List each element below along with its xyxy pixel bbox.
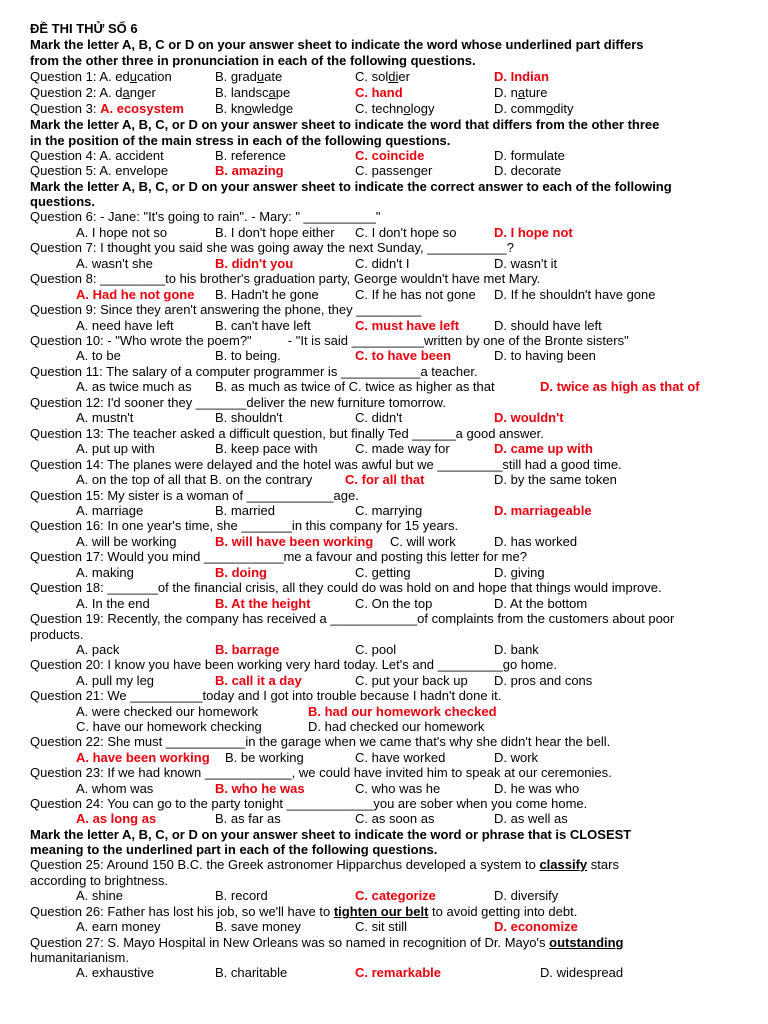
question-options: A. exhaustive B. charitable C. remarkable D. widespread <box>76 965 624 980</box>
answer-highlight: C. hand <box>355 85 403 100</box>
question-stem: Question 20: I know you have been working very hard today. Let's and _________go home. <box>30 657 557 672</box>
question-stem: Question 13: The teacher asked a difficult question, but finally Ted ______a good answer. <box>30 426 544 441</box>
instruction-text: in the position of the main stress in each of the following questions. <box>30 133 451 148</box>
question-options: A. on the top of all that B. on the contrary C. for all that D. by the same token <box>76 472 617 487</box>
answer-highlight: D. economize <box>494 919 578 934</box>
question-options: A. pack B. barrage C. pool D. bank <box>76 642 539 657</box>
answer-highlight: A. have been working <box>76 750 210 765</box>
question-stem: Question 9: Since they aren't answering the phone, they _________ <box>30 302 422 317</box>
answer-highlight: B. At the height <box>215 596 311 611</box>
question-stem: Question 24: You can go to the party tonight ____________you are sober when you come home. <box>30 796 588 811</box>
question-options: A. pull my leg B. call it a day C. put your back up D. pros and cons <box>76 673 593 688</box>
question-options: A. mustn't B. shouldn't C. didn't D. wouldn't <box>76 410 564 425</box>
question-4: Question 4: A. accident B. reference C. coincide D. formulate <box>30 148 565 163</box>
question-stem: Question 17: Would you mind ___________me a favour and posting this letter for me? <box>30 549 527 564</box>
question-5: Question 5: A. envelope B. amazing C. passenger D. decorate <box>30 163 562 178</box>
answer-highlight: C. must have left <box>355 318 460 333</box>
question-stem: Question 14: The planes were delayed and the hotel was awful but we _________still had a good time. <box>30 457 622 472</box>
answer-highlight: B. had our homework checked <box>308 704 497 719</box>
answer-highlight: C. coincide <box>355 148 425 163</box>
question-stem: according to brightness. <box>30 873 169 888</box>
instruction-text: Mark the letter A, B, C, or D on your answer sheet to indicate the word that differs from the other three <box>30 117 660 132</box>
question-options: A. as long as B. as far as C. as soon as D. as well as <box>76 811 568 826</box>
answer-highlight: B. didn't you <box>215 256 294 271</box>
exam-title: ĐỀ THI THỬ SỐ 6 <box>30 21 138 36</box>
answer-highlight: B. call it a day <box>215 673 302 688</box>
answer-highlight: C. to have been <box>355 348 452 363</box>
underlined-term: outstanding <box>549 935 624 950</box>
question-stem: Question 19: Recently, the company has received a ____________of complaints from the customers about poor <box>30 611 675 626</box>
instruction-text: from the other three in pronunciation in each of the following questions. <box>30 53 476 68</box>
answer-highlight: B. who he was <box>215 781 305 796</box>
answer-highlight: D. I hope not <box>494 225 573 240</box>
question-stem: Question 18: _______of the financial crisis, all they could do was hold on and hope that things would improve. <box>30 580 662 595</box>
question-stem: Question 10: - "Who wrote the poem?" - "It is said __________written by one of the Bronte sisters" <box>30 333 629 348</box>
answer-highlight: D. came up with <box>494 441 593 456</box>
question-options: A. earn money B. save money C. sit still D. economize <box>76 919 578 934</box>
question-stem: Question 8: _________to his brother's graduation party, George wouldn't have met Mary. <box>30 271 541 286</box>
answer-highlight: D. marriageable <box>494 503 592 518</box>
answer-highlight: A. as long as <box>76 811 157 826</box>
answer-highlight: B. doing <box>215 565 267 580</box>
question-3: Question 3: A. ecosystem B. knowledge C. technology D. commodity <box>30 101 574 116</box>
instruction-text: Mark the letter A, B, C, or D on your answer sheet to indicate the correct answer to each of the following <box>30 179 672 194</box>
answer-highlight: A. Had he not gone <box>76 287 195 302</box>
question-stem: humanitarianism. <box>30 950 129 965</box>
answer-highlight: C. remarkable <box>355 965 441 980</box>
question-stem: Question 6: - Jane: "It's going to rain". - Mary: " __________" <box>30 209 381 224</box>
question-stem: Question 15: My sister is a woman of ____________age. <box>30 488 359 503</box>
question-stem: Question 26: Father has lost his job, so we'll have to tighten our belt to avoid getting into debt. <box>30 904 578 919</box>
answer-highlight: B. amazing <box>215 163 284 178</box>
question-options: A. need have left B. can't have left C. must have left D. should have left <box>76 318 602 333</box>
question-stem: Question 23: If we had known ____________, we could have invited him to speak at our ceremonies. <box>30 765 612 780</box>
instruction-text: questions. <box>30 194 96 209</box>
question-stem: Question 12: I'd sooner they _______deliver the new furniture tomorrow. <box>30 395 446 410</box>
answer-highlight: C. categorize <box>355 888 436 903</box>
instruction-text: Mark the letter A, B, C or D on your answer sheet to indicate the word whose underlined part differs <box>30 37 644 52</box>
question-stem: Question 11: The salary of a computer programmer is ___________a teacher. <box>30 364 478 379</box>
answer-highlight: B. will have been working <box>215 534 374 549</box>
question-options: A. will be working B. will have been working C. will work D. has worked <box>76 534 578 549</box>
instruction-text: meaning to the underlined part in each of the following questions. <box>30 842 438 857</box>
question-options: A. have been working B. be working C. have worked D. work <box>76 750 539 765</box>
question-options: A. to be B. to being. C. to have been D. to having been <box>76 348 596 363</box>
question-options: A. Had he not gone B. Hadn't he gone C. If he has not gone D. If he shouldn't have gone <box>76 287 656 302</box>
question-options: A. put up with B. keep pace with C. made way for D. came up with <box>76 441 593 456</box>
question-stem: Question 27: S. Mayo Hospital in New Orleans was so named in recognition of Dr. Mayo's outstanding <box>30 935 624 950</box>
instruction-text: Mark the letter A, B, C, or D on your answer sheet to indicate the word or phrase that is CLOSEST <box>30 827 632 842</box>
question-stem: Question 25: Around 150 B.C. the Greek astronomer Hipparchus developed a system to classify stars <box>30 857 619 872</box>
answer-highlight: D. wouldn't <box>494 410 564 425</box>
question-options: A. In the end B. At the height C. On the top D. At the bottom <box>76 596 588 611</box>
answer-highlight: D. Indian <box>494 69 549 84</box>
underlined-term: classify <box>539 857 588 872</box>
question-options: A. as twice much as B. as much as twice of C. twice as higher as that D. twice as high as that of <box>76 379 700 394</box>
question-stem: Question 22: She must ___________in the garage when we came that's why she didn't hear the bell. <box>30 734 611 749</box>
question-options: A. I hope not so B. I don't hope either C. I don't hope so D. I hope not <box>76 225 573 240</box>
question-2: Question 2: A. danger B. landscape C. hand D. nature <box>30 85 548 100</box>
answer-highlight: A. ecosystem <box>100 101 184 116</box>
question-1: Question 1: A. education B. graduate C. soldier D. Indian <box>30 69 549 84</box>
question-options: A. marriage B. married C. marrying D. marriageable <box>76 503 592 518</box>
question-options: A. were checked our homework B. had our homework checked <box>76 704 497 719</box>
question-stem: Question 21: We __________today and I got into trouble because I hadn't done it. <box>30 688 502 703</box>
question-options: A. whom was B. who he was C. who was he D. he was who <box>76 781 580 796</box>
question-options: A. making B. doing C. getting D. giving <box>76 565 545 580</box>
question-stem: Question 7: I thought you said she was going away the next Sunday, ___________? <box>30 240 514 255</box>
answer-highlight: B. barrage <box>215 642 280 657</box>
answer-highlight: D. twice as high as that of <box>540 379 700 394</box>
question-stem: products. <box>30 627 84 642</box>
question-options: A. wasn't she B. didn't you C. didn't I D. wasn't it <box>76 256 558 271</box>
question-options: A. shine B. record C. categorize D. diversify <box>76 888 559 903</box>
question-stem: Question 16: In one year's time, she _______in this company for 15 years. <box>30 518 459 533</box>
answer-highlight: C. for all that <box>345 472 425 487</box>
question-options: C. have our homework checking D. had checked our homework <box>76 719 485 734</box>
underlined-term: tighten our belt <box>333 904 429 919</box>
